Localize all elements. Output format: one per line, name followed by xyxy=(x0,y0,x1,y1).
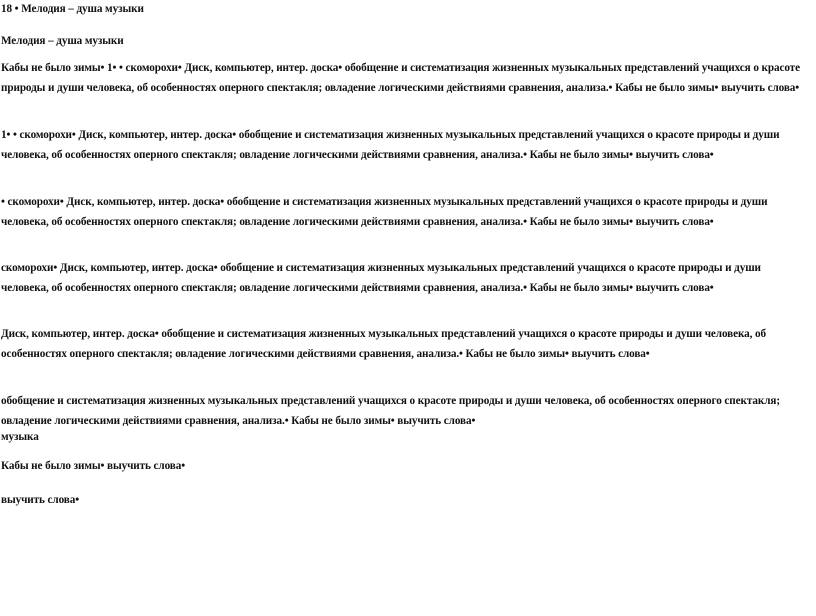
paragraph: 1• • скоморохи• Диск, компьютер, интер. доска• обобщение и систематизация жизненных музыкальных представлений учащихся о красоте природы и души человека, об особенностях оперного спектакля; овладение логическими действиями сравнения, анализа.• Кабы не было зимы• выучить слова• xyxy=(1,129,780,161)
paragraph: Кабы не было зимы• выучить слова• xyxy=(1,460,186,472)
paragraph: выучить слова• xyxy=(1,494,80,506)
paragraph: Кабы не было зимы• 1• • скоморохи• Диск, компьютер, интер. доска• обобщение и систематизация жизненных музыкальных представлений учащихся о красоте природы и души человека, об особенностях оперного спектакля; овладение логическими действиями сравнения, анализа.• Кабы не было зимы• выучить слова• xyxy=(1,62,800,94)
paragraph: • скоморохи• Диск, компьютер, интер. доска• обобщение и систематизация жизненных музыкальных представлений учащихся о красоте природы и души человека, об особенностях оперного спектакля; овладение логическими действиями сравнения, анализа.• Кабы не было зимы• выучить слова• xyxy=(1,196,768,228)
document-title: Мелодия – душа музыки xyxy=(1,35,124,47)
paragraph: Диск, компьютер, интер. доска• обобщение и систематизация жизненных музыкальных представлений учащихся о красоте природы и души человека, об особенностях оперного спектакля; овладение логическими действиями сравнения, анализа.• Кабы не было зимы• выучить слова• xyxy=(1,328,767,360)
paragraph: скоморохи• Диск, компьютер, интер. доска• обобщение и систематизация жизненных музыкальных представлений учащихся о красоте природы и души человека, об особенностях оперного спектакля; овладение логическими действиями сравнения, анализа.• Кабы не было зимы• выучить слова• xyxy=(1,262,761,294)
paragraph: музыка xyxy=(1,431,39,443)
paragraph: обобщение и систематизация жизненных музыкальных представлений учащихся о красоте природы и души человека, об особенностях оперного спектакля; овладение логическими действиями сравнения, анализа.• Кабы не было зимы• выучить слова• xyxy=(1,395,780,427)
document-header: 18 • Мелодия – душа музыки xyxy=(1,3,144,15)
